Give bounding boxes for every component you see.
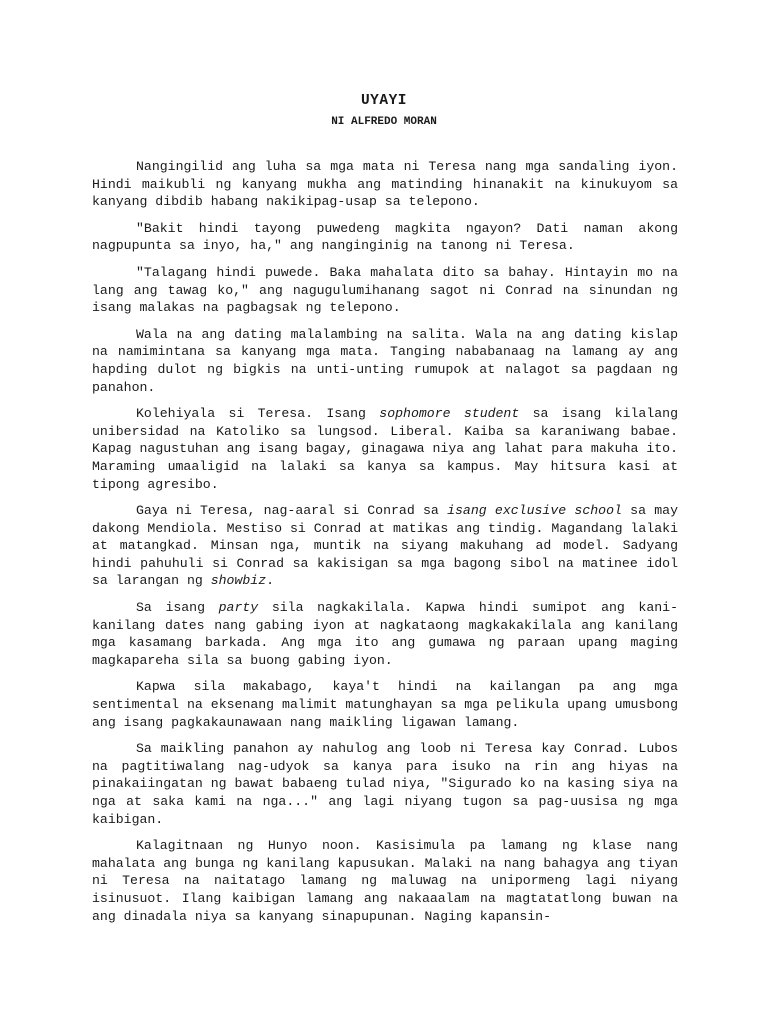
paragraph <box>92 678 678 731</box>
document-body <box>92 158 678 934</box>
paragraph <box>92 264 678 317</box>
paragraph-text: sa isang kilalang unibersidad na Katoliko sa lungsod. Liberal. Kaiba sa karaniwang babae. Kapag nagustuhan ang isang bagay, ginagawa niya ang lahat para makuha ito. Maraming umaaligid na lalaki sa kanya sa kampus. May hitsura kasi at tipong agresibo. <box>92 406 678 492</box>
italic-text: party <box>218 600 259 616</box>
paragraph-text: Nangingilid ang luha sa mga mata ni Teresa nang mga sandaling iyon. Hindi maikubli ng kanyang mukha ang matinding hinanakit na kinukuyom sa kanyang dibdib habang nakikipag-usap sa telepono. <box>92 159 678 210</box>
paragraph-text: Sa maikling panahon ay nahulog ang loob ni Teresa kay Conrad. Lubos na pagtitiwalang nag-udyok sa kanya para isuko na rin ang hiyas na pinakaiingatan ng bawat babaeng tulad niya, "Sigurado ko na kasing siya na nga at saka kami na nga..." ang lagi niyang tugon sa pag-uusisa ng mga kaibigan. <box>92 741 678 827</box>
italic-text: sophomore student <box>379 406 520 422</box>
document-author: NI ALFREDO MORAN <box>331 116 437 128</box>
paragraph-text: Wala na ang dating malalambing na salita. Wala na ang dating kislap na namimintana sa kanyang mga mata. Tanging nababanaag na lamang ay ang hapding dulot ng bigkis na unti-unting rumupok at nalagot sa pagdaan ng panahon. <box>92 326 678 395</box>
paragraph-text: Gaya ni Teresa, nag-aaral si Conrad sa <box>136 503 448 519</box>
paragraph <box>92 326 678 396</box>
italic-text: isang exclusive school <box>447 503 622 519</box>
paragraph-text: "Talagang hindi puwede. Baka mahalata dito sa bahay. Hintayin mo na lang ang tawag ko," ang nagugulumihanang sagot ni Conrad na sinundan ng isang malakas na pagbagsak ng telepono. <box>92 264 678 316</box>
paragraph <box>92 740 678 828</box>
paragraph-text: . <box>266 573 275 589</box>
paragraph-text: Kolehiyala si Teresa. Isang <box>136 406 380 422</box>
paragraph-text: sa may dakong Mendiola. Mestiso si Conrad at matikas ang tindig. Magandang lalaki at matangkad. Minsan nga, muntik na siyang makuhang ad model. Sadyang hindi pahuhuli si Conrad sa kakisigan sa mga bagong sibol na matinee idol sa larangan ng <box>92 503 679 589</box>
paragraph-text: Kapwa sila makabago, kaya't hindi na kailangan pa ang mga sentimental na eksenang malimit matunghayan sa mga pelikula upang umusbong ang isang pagkakaunawaan nang maikling ligawan lamang. <box>92 679 678 730</box>
paragraph <box>92 158 678 211</box>
paragraph-text: Kalagitnaan ng Hunyo noon. Kasisimula pa lamang ng klase nang mahalata ang bunga ng kanilang kapusukan. Malaki na nang bahagya ang tiyan ni Teresa na naitatago lamang ng maluwag na unipormeng lagi niyang isinusuot. Ilang kaibigan lamang ang nakaaalam na magtatatlong buwan na ang dinadala niya sa kanyang sinapupunan. Naging kapansin- <box>92 838 678 924</box>
paragraph <box>92 837 678 925</box>
paragraph-text: "Bakit hindi tayong puwedeng magkita ngayon? Dati naman akong nagpupunta sa inyo, ha," ang nanginginig na tanong ni Teresa. <box>92 220 678 254</box>
paragraph <box>92 405 678 493</box>
paragraph <box>92 502 678 590</box>
document-title: UYAYI <box>360 93 407 109</box>
paragraph <box>92 220 678 255</box>
paragraph <box>92 599 678 669</box>
paragraph-text: sila nagkakilala. Kapwa hindi sumipot ang kani-kanilang dates nang gabing iyon at nagkataong magkakakilala ang kanilang mga kasamang barkada. Ang mga ito ang gumawa ng paraan upang maging magkapareha sila sa buong gabing iyon. <box>92 600 678 668</box>
italic-text: showbiz <box>210 573 267 589</box>
paragraph-text: Sa isang <box>136 600 219 616</box>
